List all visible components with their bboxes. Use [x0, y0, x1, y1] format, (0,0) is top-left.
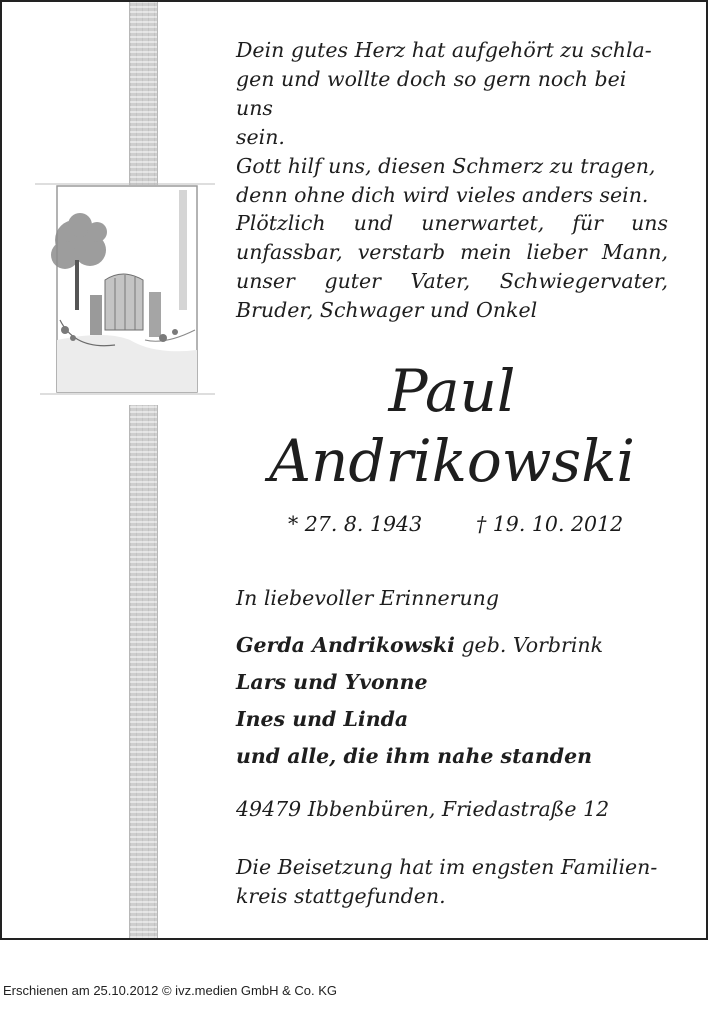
address: 49479 Ibbenbüren, Friedastraße 12 [236, 797, 610, 821]
garden-gate-illustration [35, 180, 215, 402]
decorative-band [129, 2, 158, 938]
funeral-note [236, 853, 668, 911]
mourner-line [236, 627, 668, 664]
announcement-line: unfassbar, verstarb mein lieber Mann, [236, 240, 668, 264]
death-date: † 19. 10. 2012 [476, 512, 624, 536]
verse-line: denn ohne dich wird vieles anders sein. [236, 183, 649, 207]
birth-date: * 27. 8. 1943 [288, 512, 423, 536]
announcement-line: Bruder, Schwager und Onkel [236, 298, 538, 322]
memory-intro: In liebevoller Erinnerung [236, 586, 499, 610]
mourner-line: und alle, die ihm nahe standen [236, 744, 593, 768]
funeral-line: Die Beisetzung hat im engsten Familien- [236, 855, 658, 879]
announcement-line: Plötzlich und unerwartet, für uns [236, 211, 668, 235]
deceased-last-name: Andrikowski [269, 427, 635, 495]
verse [236, 36, 668, 210]
deceased-first-name: Paul [388, 357, 516, 425]
verse-line: Dein gutes Herz hat aufgehört zu schla- [236, 38, 652, 62]
mourner-line: Lars und Yvonne [236, 670, 428, 694]
publication-footer: Erschienen am 25.10.2012 © ivz.medien GmbH & Co. KG [3, 983, 338, 998]
mourners-list [236, 627, 668, 775]
announcement-line: unser guter Vater, Schwiegervater, [236, 269, 668, 293]
verse-line: sein. [236, 125, 285, 149]
mourner-name: Gerda Andrikowski [236, 633, 455, 657]
verse-line: gen und wollte doch so gern noch bei uns [236, 67, 627, 120]
mourner-maiden-name: geb. Vorbrink [461, 633, 604, 657]
mourner-line: Ines und Linda [236, 707, 409, 731]
funeral-line: kreis stattgefunden. [236, 884, 446, 908]
announcement [236, 209, 668, 325]
verse-line: Gott hilf uns, diesen Schmerz zu tragen, [236, 154, 656, 178]
